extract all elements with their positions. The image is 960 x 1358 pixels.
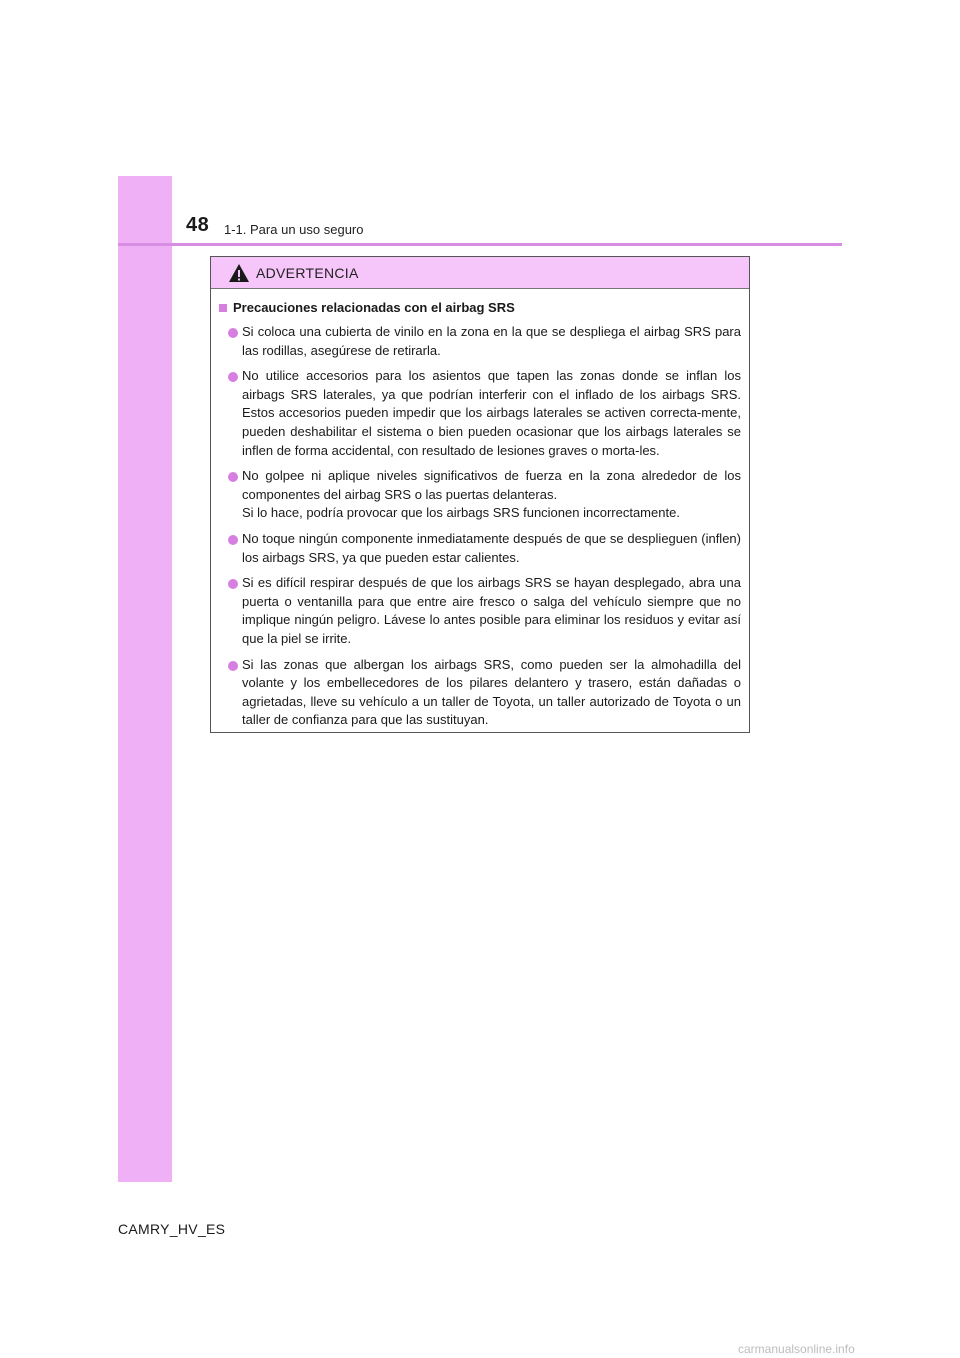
list-item-text: No utilice accesorios para los asientos que tapen las zonas donde se inflan los airbags SRS laterales, ya que podrían interferir con el inflado de los airbags SRS. Estos accesorios pueden impedir que los airbags laterales se activen correcta-mente, pueden deshabilitar el sistema o bien pueden ocasionar que los airbags laterales se inflen de forma accidental, con resultado de lesiones graves o morta-les. <box>242 368 741 458</box>
list-item-text: No golpee ni aplique niveles significativos de fuerza en la zona alrededor de los componentes del airbag SRS o las puertas delanteras. <box>242 468 741 502</box>
list-item-note: Si lo hace, podría provocar que los airbags SRS funcionen incorrectamente. <box>242 505 680 521</box>
bullet-dot-icon <box>228 579 238 589</box>
page-number: 48 <box>186 214 210 236</box>
subheading-text: Precauciones relacionadas con el airbag SRS <box>233 300 515 315</box>
list-item-text: Si las zonas que albergan los airbags SRS, como pueden ser la almohadilla del volante y los embellecedores de los pilares delantero y trasero, están dañadas o agrietadas, lleve su vehículo a un taller de Toyota, un taller autorizado de Toyota o un taller de confianza para que las sustituyan. <box>242 656 741 728</box>
list-item <box>219 323 741 360</box>
warning-title: ADVERTENCIA <box>256 265 359 281</box>
header-rule <box>118 243 842 246</box>
list-item-text: No toque ningún componente inmediatamente después de que se desplieguen (inflen) los airbags SRS, ya que pueden estar calientes. <box>242 530 741 565</box>
bullet-dot-icon <box>228 472 238 482</box>
list-item <box>219 574 741 648</box>
list-item <box>219 656 741 730</box>
list-item-text: Si es difícil respirar después de que los airbags SRS se hayan desplegado, abra una puerta o ventanilla para que entre aire fresco o salga del vehículo siempre que no implique ningún peligro. Lávese lo antes posible para eliminar los residuos y evitar así que la piel se irrite. <box>242 575 741 646</box>
list-item <box>219 530 741 567</box>
footer-document-code: CAMRY_HV_ES <box>118 1221 226 1237</box>
warning-header <box>211 257 749 289</box>
square-bullet-icon <box>219 304 227 312</box>
warning-triangle-icon <box>228 263 250 283</box>
watermark-text: carmanualsonline.info <box>738 1342 855 1356</box>
warning-box <box>210 256 750 733</box>
side-color-band <box>118 176 172 1182</box>
warning-subheading <box>219 299 741 317</box>
warning-body <box>211 289 749 730</box>
list-item-text: Si coloca una cubierta de vinilo en la zona en la que se despliega el airbag SRS para las rodillas, asegúrese de retirarla. <box>242 324 741 358</box>
bullet-dot-icon <box>228 661 238 671</box>
bullet-dot-icon <box>228 535 238 545</box>
section-title: 1-1. Para un uso seguro <box>224 222 364 237</box>
list-item <box>219 467 741 523</box>
bullet-dot-icon <box>228 328 238 338</box>
list-item <box>219 367 741 460</box>
bullet-dot-icon <box>228 372 238 382</box>
